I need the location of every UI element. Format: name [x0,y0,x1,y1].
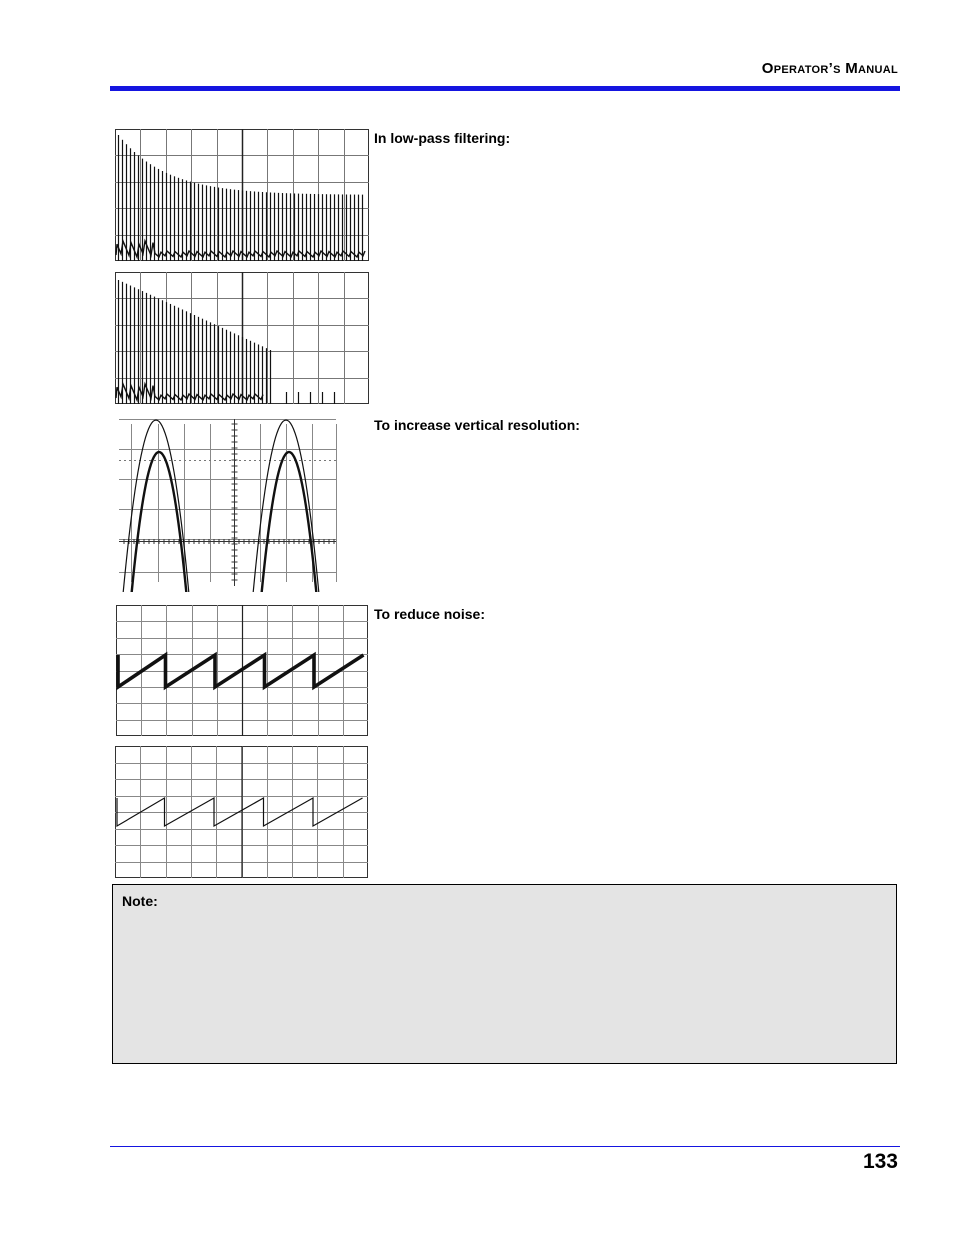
reduce-noise-label: To reduce noise: [374,606,485,622]
spectrum-after-plot [115,272,369,404]
vertical-resolution-figure [114,414,340,592]
noisy-ramp-plot [116,605,368,736]
vertical-resolution-plot [114,414,340,592]
footer-rule [110,1146,900,1147]
clean-ramp-figure [115,746,368,878]
clean-ramp-plot [115,746,368,878]
page-number: 133 [862,1150,898,1173]
vertical-resolution-label: To increase vertical resolution: [374,417,580,433]
low-pass-label: In low-pass filtering: [374,130,511,146]
spectrum-before-plot [115,129,369,261]
spectrum-after-figure [115,272,369,404]
spectrum-before-figure [115,129,369,261]
reference-sine-trace [252,420,320,592]
note-box [112,884,897,1064]
note-label: Note: [122,893,158,909]
noisy-ramp-figure [116,605,368,736]
header-rule [110,86,900,91]
noise-floor-trace [116,241,365,257]
header-title: Operator’s Manual [761,60,898,77]
